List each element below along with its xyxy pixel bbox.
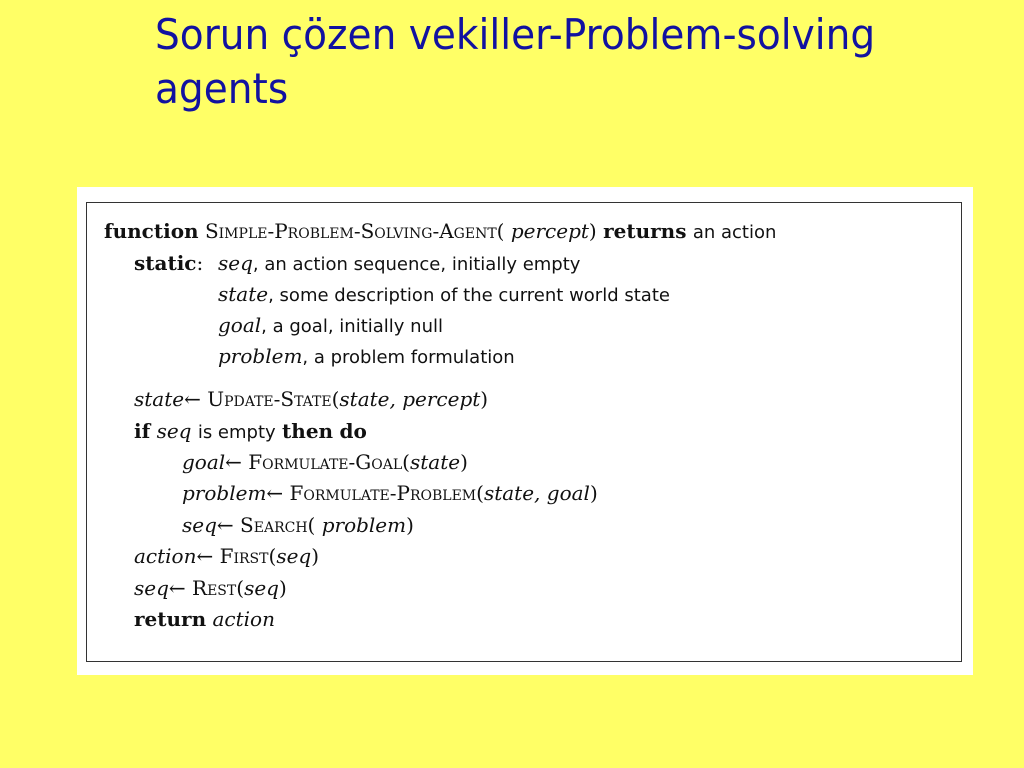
assign-arrow: ←: [266, 481, 284, 505]
return-value: action: [212, 607, 275, 631]
static-variable-name: state: [218, 282, 269, 306]
parameter-percept: percept: [510, 219, 589, 243]
call-update-state: Update-State: [207, 387, 332, 411]
formulate-problem-line: [182, 481, 598, 505]
assign-target: state: [134, 387, 185, 411]
static-variable-name: problem: [218, 344, 303, 368]
keyword-returns: returns: [603, 219, 687, 243]
close-paren: ): [588, 219, 597, 243]
keyword-static: static: [134, 251, 197, 275]
call-formulate-goal: Formulate-Goal: [248, 450, 403, 474]
assign-target: problem: [182, 481, 267, 505]
static-variable-line: [218, 313, 443, 339]
open-paren: (: [268, 544, 277, 568]
static-variable-name: seq: [218, 251, 253, 275]
assign-arrow: ←: [196, 544, 214, 568]
call-args: state: [409, 450, 461, 474]
condition-variable: seq: [156, 419, 192, 443]
static-variable-line: [218, 251, 580, 277]
call-args: state, goal: [483, 481, 590, 505]
condition-text: is empty: [197, 422, 276, 443]
keyword-return: return: [134, 607, 207, 631]
open-paren: (: [331, 387, 340, 411]
function-header-line: [104, 219, 776, 245]
close-paren: ): [460, 450, 468, 474]
call-formulate-problem: Formulate-Problem: [289, 481, 477, 505]
static-variable-description: , an action sequence, initially empty: [252, 254, 581, 275]
slide-title: Sorun çözen vekiller-Problem-solving agents: [155, 10, 876, 113]
return-description: an action: [692, 222, 777, 243]
keyword-if: if: [134, 419, 151, 443]
assign-arrow: ←: [216, 513, 234, 537]
call-args: state, percept: [339, 387, 481, 411]
assign-target: seq: [134, 576, 169, 600]
call-args: seq: [276, 544, 312, 568]
close-paren: ): [480, 387, 489, 411]
static-variable-name: goal: [218, 313, 262, 337]
first-line: [134, 544, 319, 568]
close-paren: ): [311, 544, 320, 568]
call-search: Search: [240, 513, 308, 537]
static-variable-line: [218, 282, 670, 308]
static-colon: :: [196, 251, 204, 275]
return-line: [134, 607, 275, 631]
static-variable-description: , a goal, initially null: [261, 316, 443, 337]
assign-arrow: ←: [184, 387, 201, 411]
close-paren: ): [589, 481, 598, 505]
static-variable-line: [218, 344, 515, 370]
assign-target: action: [134, 544, 197, 568]
algorithm-figure: [77, 187, 973, 675]
algorithm-box: [86, 202, 962, 662]
keyword-do: do: [339, 419, 367, 443]
assign-arrow: ←: [225, 450, 242, 474]
close-paren: ): [406, 513, 414, 537]
call-args: problem: [321, 513, 407, 537]
open-paren: (: [476, 481, 484, 505]
open-paren: (: [496, 219, 505, 243]
formulate-goal-line: [182, 450, 468, 474]
open-paren: (: [402, 450, 410, 474]
keyword-then: then: [282, 419, 334, 443]
static-variable-description: , a problem formulation: [302, 347, 515, 368]
assign-target: goal: [182, 450, 226, 474]
open-paren: (: [307, 513, 316, 537]
assign-target: seq: [182, 513, 217, 537]
function-name: Simple-Problem-Solving-Agent: [204, 219, 497, 243]
assign-arrow: ←: [168, 576, 186, 600]
search-line: [182, 513, 414, 537]
static-variable-description: , some description of the current world state: [268, 285, 670, 306]
open-paren: (: [236, 576, 245, 600]
call-first: First: [219, 544, 269, 568]
close-paren: ): [278, 576, 287, 600]
rest-line: [134, 576, 287, 600]
if-line: [134, 419, 367, 445]
call-rest: Rest: [192, 576, 237, 600]
static-declaration-line: [134, 251, 203, 275]
keyword-function: function: [104, 219, 199, 243]
call-args: seq: [244, 576, 279, 600]
update-state-line: [134, 387, 488, 411]
